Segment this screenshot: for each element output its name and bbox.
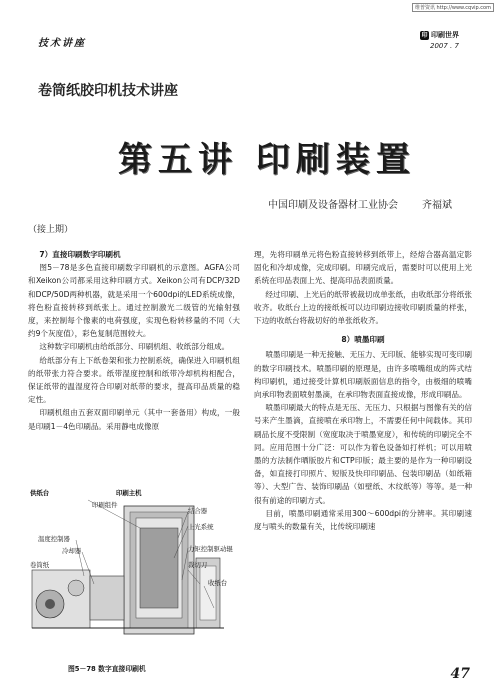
magazine-logo-icon: 印 xyxy=(421,31,428,39)
lecture-title: 第五讲 印刷装置 xyxy=(118,140,416,180)
section-header: 技术讲座 xyxy=(38,38,86,49)
paragraph: 经过印刷、上光后的纸带被裁切成单张纸，由收纸部分将纸张收齐。收纸台上边的接纸板可以边印刷边接收印刷质量的样张，下边的收纸台将裁切好的单张纸收齐。 xyxy=(254,289,472,326)
label-humidity: 温度控制器 xyxy=(38,535,70,543)
continued-note: （接上期） xyxy=(28,225,74,235)
label-coupler: 结合器 xyxy=(188,507,208,515)
label-cutter: 裁切刀 xyxy=(188,561,208,569)
press-diagram xyxy=(28,488,240,650)
label-torque-ctrl: 力矩控制驱动辊 xyxy=(188,545,233,553)
label-delivery: 收纸台 xyxy=(208,579,228,587)
paragraph: 给纸部分有上下纸卷架和张力控制系统，确保进入印刷机组的纸带张力符合要求。纸带湿度控制和纸带冷却机构相配合，保证纸带的温湿度符合印刷对纸带的要求，提高印品质量的稳定性。 xyxy=(28,355,240,405)
figure-digital-press xyxy=(28,488,240,650)
label-ctrl-system: 上光系统 xyxy=(188,523,214,531)
label-roll-stand: 卷筒纸 xyxy=(30,561,50,569)
paragraph: 这种数字印刷机由给纸部分、印刷机组、收纸部分组成。 xyxy=(39,342,230,352)
figure-caption: 图5－78 数字直接印刷机 xyxy=(68,665,146,673)
watermark: 维普资讯 http://www.cqvip.com xyxy=(412,3,494,12)
paragraph: 理，先将印刷单元将色粉直接转移到纸带上，经熔合器高温定影固化和冷却成像，完成印刷。印刷完成后，需要时可以使用上光系统在印品表面上光、提高印品表面质量。 xyxy=(254,250,472,286)
label-press-unit: 印刷主机 xyxy=(116,489,142,497)
right-column xyxy=(254,248,472,533)
left-column xyxy=(28,248,240,433)
paragraph: 喷墨印刷最大的特点是无压、无压力、只根据与图像有关的信号来产生墨滴，直接喷在承印物上，不需要任何中间载体。其印刷品长度不受限制（宽度取决于喷墨宽度），和传统的印刷完全不同。应用范围十分广泛：可以作为着色设备如打样机；可以用喷墨的方法制作晒版胶片和CTP印版；最主要的是作为一种印刷设备，如直接打印照片、短版及快印印刷品、包装印刷品（如纸箱等）、大型广告、装饰印刷品（如壁纸、木纹纸等）等等。是一种很有前途的印刷方式。 xyxy=(254,403,472,505)
issue-number: 2007 . 7 xyxy=(430,42,459,50)
paragraph: 喷墨印刷是一种无接触、无压力、无印版、能够实现可变印刷的数字印刷技术。喷墨印刷的原理是，由许多喷嘴组成的阵式结构印刷机，通过接受计算机印刷版面信息的指令，由极细的喷嘴向承印物表面喷射墨滴，在承印物表面直接成像，形成印刷品。 xyxy=(254,350,472,400)
paragraph: 目前，喷墨印刷通常采用300～600dpi的分辨率。其印刷速度与喷头的数量有关，比传统印刷速 xyxy=(254,508,472,532)
label-printing-group: 印刷组件 xyxy=(92,501,118,509)
subhead-digital-press: 7）直接印刷数字印刷机 xyxy=(39,250,121,259)
page-number: 47 xyxy=(450,666,470,682)
author-name: 齐福斌 xyxy=(422,200,452,211)
label-feeder: 供纸台 xyxy=(30,489,50,497)
author-org: 中国印刷及设备器材工业协会 xyxy=(268,200,398,211)
subhead-inkjet: 8）喷墨印刷 xyxy=(341,335,385,345)
magazine-name: 印刷世界 xyxy=(431,31,459,39)
author-line xyxy=(268,196,452,211)
series-title: 卷筒纸胶印机技术讲座 xyxy=(38,83,178,99)
paragraph: 印刷机组由五套双面印刷单元（其中一套备用）构成，一般是印刷1－4色印刷品。采用静电成像原 xyxy=(28,408,240,431)
paragraph: 图5－78是多色直接印刷数字印刷机的示意图。AGFA公司和Xeikon公司都采用这种印刷方式。Xeikon公司有DCP/32D和DCP/50D两种机器，就是采用一个600dpi的LED系统成像，将色粉直接转移到纸张上。通过控制激光二级管的光输射强度，来控制每个像素的电荷强度，实现色粉转移量的不同（大约9个灰度值），彩色复制范围较大。 xyxy=(28,263,240,339)
magazine-header xyxy=(420,30,476,50)
label-cooler: 冷却器 xyxy=(62,547,82,555)
